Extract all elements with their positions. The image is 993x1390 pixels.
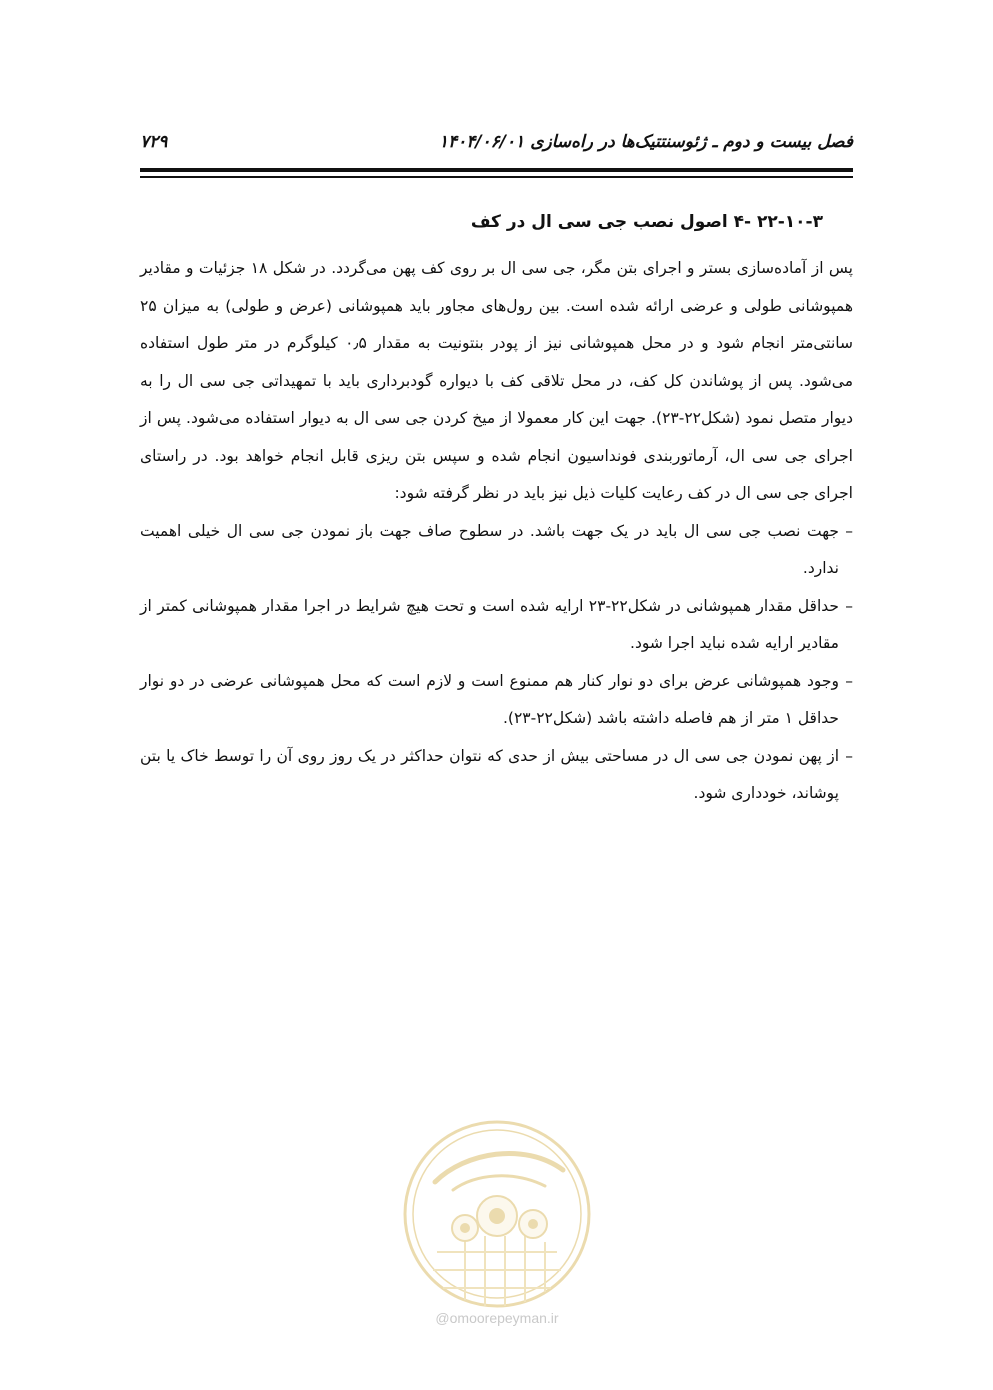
bullet-marker: – — [845, 671, 853, 690]
body-paragraph: پس از آماده‌سازی بستر و اجرای بتن مگر، جی سی ال بر روی کف پهن می‌گردد. در شکل ۱۸ جزئیات و مقادیر همپوشانی طولی و عرضی ارائه شده است. بین رول‌های مجاور باید همپوشانی (عرض و طولی) به میزان ۲۵ سانتی‌متر انجام شود و در محل همپوشانی نیز از پودر بنتونیت به مقدار ۰٫۵ کیلوگرم در متر طول استفاده می‌شود. پس از پوشاندن کل کف، در محل تلاقی کف با دیواره گودبرداری باید با تمهیداتی جی سی ال را به دیوار متصل نمود (شکل۲۲-۲۳). جهت این کار معمولا از میخ کردن جی سی ال به دیوار استفاده می‌شود. پس از اجرای جی سی ال، آرماتوربندی فونداسیون انجام شده و سپس بتن ریزی قابل انجام خواهد بود. در راستای اجرای جی سی ال در کف رعایت کلیات ذیل نیز باید در نظر گرفته شود: — [140, 259, 853, 502]
section-heading: ۲۲-۱۰-۳ -۴ اصول نصب جی سی ال در کف — [470, 212, 823, 232]
list-item — [140, 738, 853, 813]
bullet-list — [140, 513, 853, 813]
list-item — [140, 663, 853, 738]
watermark-url: @omoorepeyman.ir — [435, 1310, 559, 1326]
bullet-marker: – — [845, 521, 853, 540]
list-item-text: جهت نصب جی سی ال باید در یک جهت باشد. در سطوح صاف جهت باز نمودن جی سی ال خیلی اهمیت ندارد. — [140, 521, 839, 577]
list-item — [140, 513, 853, 588]
bullet-marker: – — [845, 746, 853, 765]
running-header — [140, 126, 853, 162]
header-rule-thick — [140, 168, 853, 172]
section-content — [140, 208, 853, 813]
chapter-title: فصل بیست و دوم ـ ژئوسنتتیک‌ها در راه‌سازی ۱۴۰۴/۰۶/۰۱ — [438, 132, 853, 152]
page-number: ۷۲۹ — [140, 132, 168, 152]
list-item-text: از پهن نمودن جی سی ال در مساحتی بیش از حدی که نتوان حداکثر در یک روز روی آن را توسط خاک یا بتن پوشاند، خودداری شود. — [140, 746, 839, 802]
logo-calligraphy — [435, 1153, 563, 1182]
bullet-marker: – — [845, 596, 853, 615]
watermark-logo — [395, 1112, 599, 1318]
list-item — [140, 588, 853, 663]
logo-calligraphy-sub — [453, 1176, 545, 1190]
list-item-text: حداقل مقدار همپوشانی در شکل۲۲-۲۳ ارایه شده است و تحت هیچ شرایط در اجرا مقدار همپوشانی کمتر از مقادیر ارایه شده نباید اجرا شود. — [140, 596, 839, 652]
list-item-text: وجود همپوشانی عرض برای دو نوار کنار هم ممنوع است و لازم است که محل همپوشانی عرضی در دو نوار حداقل ۱ متر از هم فاصله داشته باشد (شکل۲۲-۲۳). — [140, 671, 839, 727]
header-rule-thin — [140, 176, 853, 178]
